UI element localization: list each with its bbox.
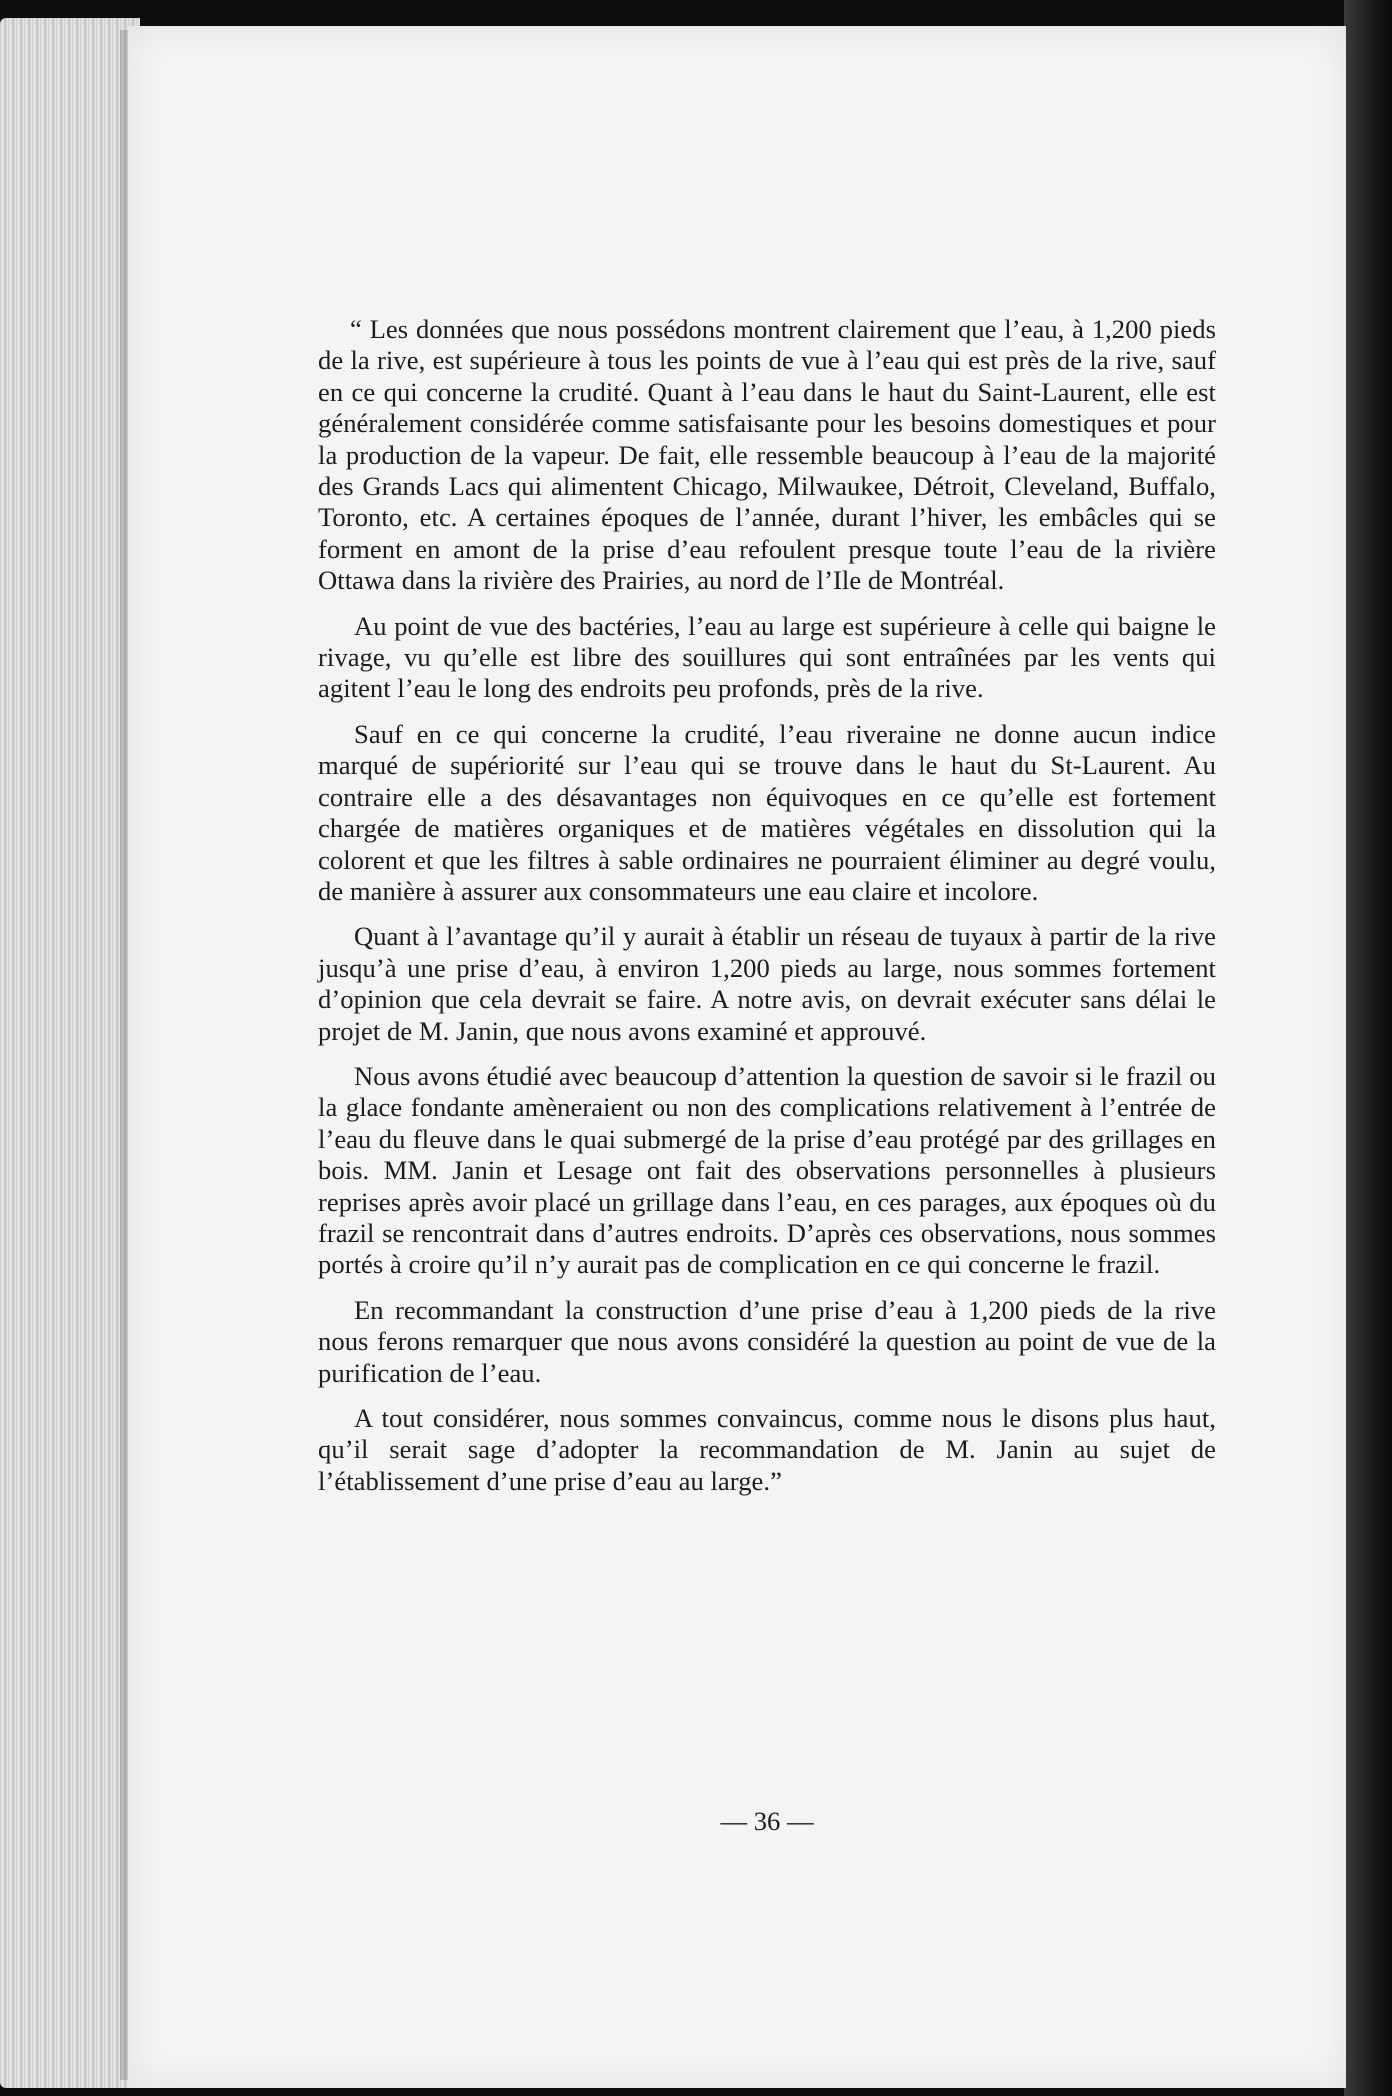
paragraph: Au point de vue des bactéries, l’eau au large est supérieure à celle qui baigne le rivage, vu qu’elle est libre des souillures qui sont entraînées par les vents qui agitent l’eau le long des endroits peu profonds, près de la rive. [318,610,1216,704]
body-text [318,314,1216,1511]
paragraph: A tout considérer, nous sommes convaincus, comme nous le disons plus haut, qu’il serait sage d’adopter la recommandation de M. Janin au sujet de l’établissement d’une prise d’eau au large.” [318,1403,1216,1496]
paragraph: Sauf en ce qui concerne la crudité, l’eau riveraine ne donne aucun indice marqué de supériorité sur l’eau qui se trouve dans le haut du St-Laurent. Au contraire elle a des désavantages non équivoques en ce qu’elle est fortement chargée de matières organiques et de matières végétales en dissolution qui la colorent et que les filtres à sable ordinaires ne pourraient éliminer au degré voulu, de manière à assurer aux consommateurs une eau claire et incolore. [318,718,1216,906]
paragraph: Quant à l’avantage qu’il y aurait à établir un réseau de tuyaux à partir de la rive jusqu’à une prise d’eau, à environ 1,200 pieds au large, nous sommes fortement d’opinion que cela devrait se faire. A notre avis, on devrait exécuter sans délai le projet de M. Janin, que nous avons examiné et approuvé. [318,921,1216,1046]
right-margin-shadow [1344,0,1392,2096]
paragraph: “ Les données que nous possédons montrent clairement que l’eau, à 1,200 pieds de la rive, est supérieure à tous les points de vue à l’eau qui est près de la rive, sauf en ce qui concerne la crudité. Quant à l’eau dans le haut du Saint-Laurent, elle est généralement considérée comme satisfaisante pour les besoins domestiques et pour la production de la vapeur. De fait, elle ressemble beaucoup à l’eau de la majorité des Grands Lacs qui alimentent Chicago, Milwaukee, Détroit, Cleveland, Buffalo, Toronto, etc. A certaines époques de l’année, durant l’hiver, les embâcles qui se forment en amont de la prise d’eau refoulent presque toute l’eau de la rivière Ottawa dans la rivière des Prairies, au nord de l’Ile de Montréal. [318,314,1216,596]
page-sheet [128,26,1346,2088]
paragraph: En recommandant la construction d’une prise d’eau à 1,200 pieds de la rive nous ferons remarquer que nous avons considéré la question au point de vue de la purification de l’eau. [318,1294,1216,1388]
book-page-edges [0,18,140,2088]
paragraph: Nous avons étudié avec beaucoup d’attention la question de savoir si le frazil ou la glace fondante amèneraient ou non des complications relativement à l’entrée de l’eau du fleuve dans le quai submergé de la prise d’eau protégé par des grillages en bois. MM. Janin et Lesage ont fait des observations personnelles à plusieurs reprises après avoir placé un grillage dans l’eau, en ces parages, aux époques où du frazil se rencontrait dans d’autres endroits. D’après ces observations, nous sommes portés à croire qu’il n’y aurait pas de complication en ce qui concerne le frazil. [318,1060,1216,1280]
page-number: — 36 — [720,1806,814,1836]
